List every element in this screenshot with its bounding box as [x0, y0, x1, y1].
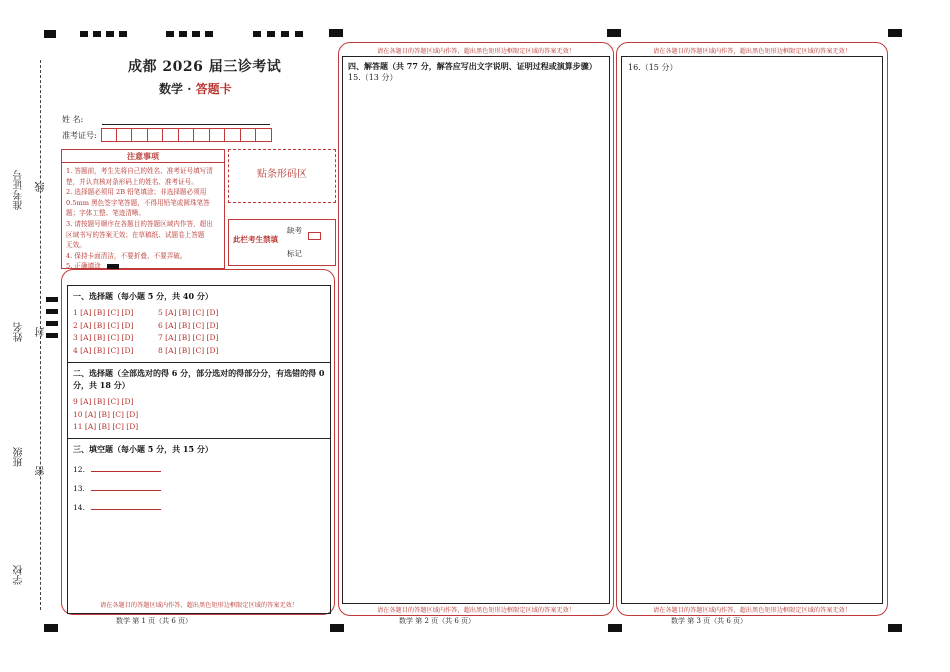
absent-label: 缺考: [287, 226, 302, 235]
blank-line: [91, 471, 161, 472]
warning-bottom-p2: 请在各题目的答题区域内作答，超出黑色矩形边框限定区域的答案无效！: [377, 607, 575, 614]
notice-item: 题；字体工整、笔迹清晰。: [66, 209, 146, 218]
id-label: 准考证号:: [62, 131, 97, 140]
timing-mark: [192, 31, 200, 37]
notice-item: 1. 答题前，考生先将自己的姓名、准考证号填写清: [66, 167, 213, 175]
section1-title: 一、选择题（每小题 5 分，共 40 分）: [73, 291, 213, 301]
q14-label: 14.: [73, 503, 85, 512]
timing-mark: [608, 624, 622, 632]
q16-label: 16.（15 分）: [628, 63, 678, 72]
warning-top-p3: 请在各题目的答题区域内作答，超出黑色矩形边框限定区域的答案无效！: [653, 48, 851, 55]
side-mark: [46, 321, 58, 326]
mc-row[interactable]: 9 [A] [B] [C] [D]: [73, 397, 134, 406]
notice-item: 2. 选择题必须用 2B 铅笔填涂；非选择题必须用: [66, 188, 207, 197]
dot: ·: [187, 82, 192, 96]
mc-row[interactable]: 11 [A] [B] [C] [D]: [73, 422, 139, 431]
notice-title: 注意事项: [62, 150, 224, 163]
notice-item: 3. 请按题号顺序在各题目的答题区域内作答，超出: [66, 219, 213, 228]
warning-bottom-p3: 请在各题目的答题区域内作答，超出黑色矩形边框限定区域的答案无效！: [653, 607, 851, 614]
card-label: 答题卡: [195, 82, 232, 96]
id-cells[interactable]: [101, 128, 272, 142]
page3-answer-box: [621, 56, 883, 604]
warning-bottom-p1: 请在各题目的答题区域内作答，超出黑色矩形边框限定区域的答案无效！: [100, 602, 298, 609]
timing-mark: [179, 31, 187, 37]
divider: [67, 362, 331, 363]
mc-row[interactable]: 3 [A] [B] [C] [D]: [73, 333, 134, 342]
side-label-line: 线: [36, 182, 47, 192]
timing-mark: [295, 31, 303, 37]
notice-item: 无效。: [66, 241, 86, 250]
mc-row[interactable]: 6 [A] [B] [C] [D]: [158, 320, 219, 330]
timing-mark: [329, 29, 343, 37]
footer-page-1: 数学 第 1 页（共 6 页）: [116, 617, 193, 625]
section1-right-col: [158, 307, 218, 357]
section3-title: 三、填空题（每小题 5 分，共 15 分）: [73, 444, 213, 454]
mc-row[interactable]: 5 [A] [B] [C] [D]: [158, 308, 219, 317]
page2-answer-box: [342, 56, 610, 604]
timing-mark: [888, 29, 902, 37]
mc-row[interactable]: 1 [A] [B] [C] [D]: [73, 308, 134, 317]
name-field[interactable]: [102, 124, 270, 125]
q12-label: 12.: [73, 465, 85, 474]
notice-item: 区域书写的答案无效；在草稿纸、试题卷上答题: [66, 230, 205, 239]
fill-blank-12[interactable]: [73, 460, 161, 479]
timing-mark: [80, 31, 88, 37]
notice-item: 0.5mm 黑色签字笔答题，不得用铅笔或圆珠笔答: [66, 198, 210, 207]
forbid-label: 此栏考生禁填: [233, 235, 278, 244]
side-label-school: 学校: [14, 565, 25, 585]
timing-mark: [281, 31, 289, 37]
absent-checkbox[interactable]: [308, 232, 321, 240]
footer-page-3: 数学 第 3 页（共 6 页）: [671, 617, 748, 625]
divider: [67, 438, 331, 439]
timing-mark: [44, 30, 56, 38]
notice-list: [62, 163, 224, 272]
fill-blank-13[interactable]: [73, 479, 161, 498]
timing-mark: [253, 31, 261, 37]
mc-row[interactable]: 2 [A] [B] [C] [D]: [73, 320, 134, 330]
footer-page-2: 数学 第 2 页（共 6 页）: [399, 617, 476, 625]
q15-label: 15.（13 分）: [348, 73, 398, 82]
section2-col: [73, 396, 138, 434]
timing-mark: [205, 31, 213, 37]
mc-row[interactable]: 7 [A] [B] [C] [D]: [158, 333, 219, 342]
fill-blanks: [73, 460, 161, 517]
blank-line: [91, 509, 161, 510]
barcode-area: [228, 149, 336, 203]
barcode-label: 贴条形码区: [257, 169, 307, 180]
timing-mark: [330, 624, 344, 632]
mc-row[interactable]: 10 [A] [B] [C] [D]: [73, 409, 139, 419]
mark-label: 标记: [287, 249, 302, 258]
side-label-id: 准考证号: [14, 170, 25, 210]
subject: 数学: [159, 82, 184, 96]
section1-left-col: [73, 307, 133, 357]
q13-label: 13.: [73, 484, 85, 493]
notice-item-text: 5. 正确填涂: [66, 262, 101, 271]
blank-line: [91, 490, 161, 491]
absent-box: [228, 219, 336, 266]
side-label-secret: 密: [36, 466, 47, 476]
subject-line: [159, 80, 232, 97]
side-mark: [46, 297, 58, 302]
mc-row[interactable]: 8 [A] [B] [C] [D]: [158, 345, 219, 355]
side-label-seal: 封: [36, 327, 47, 337]
warning-top-p2: 请在各题目的答题区域内作答，超出黑色矩形边框限定区域的答案无效！: [377, 48, 575, 55]
name-label: 姓 名:: [62, 115, 84, 124]
timing-mark: [119, 31, 127, 37]
timing-mark: [607, 29, 621, 37]
fill-blank-14[interactable]: [73, 498, 161, 517]
side-label-class: 班级: [14, 447, 25, 467]
notice-item: 楚，并认真核对条形码上的姓名、准考证号。: [66, 177, 198, 186]
timing-mark: [166, 31, 174, 37]
timing-mark: [106, 31, 114, 37]
side-label-name: 姓名: [14, 322, 25, 342]
timing-mark: [93, 31, 101, 37]
side-mark: [46, 309, 58, 314]
timing-mark: [267, 31, 275, 37]
exam-title: 成都 2026 届三诊考试: [128, 59, 282, 75]
mc-row[interactable]: 4 [A] [B] [C] [D]: [73, 345, 134, 355]
section2-title: 二、选择题（全部选对的得 6 分，部分选对的得部分分，有选错的得 0 分，共 18 分）: [73, 368, 325, 390]
notice-box: [61, 149, 225, 269]
notice-item: 4. 保持卡面清洁，不要折叠、不要弄破。: [66, 251, 187, 260]
timing-mark: [44, 624, 58, 632]
timing-mark: [888, 624, 902, 632]
section4-title: 四、解答题（共 77 分，解答应写出文字说明、证明过程或演算步骤）: [348, 61, 597, 71]
